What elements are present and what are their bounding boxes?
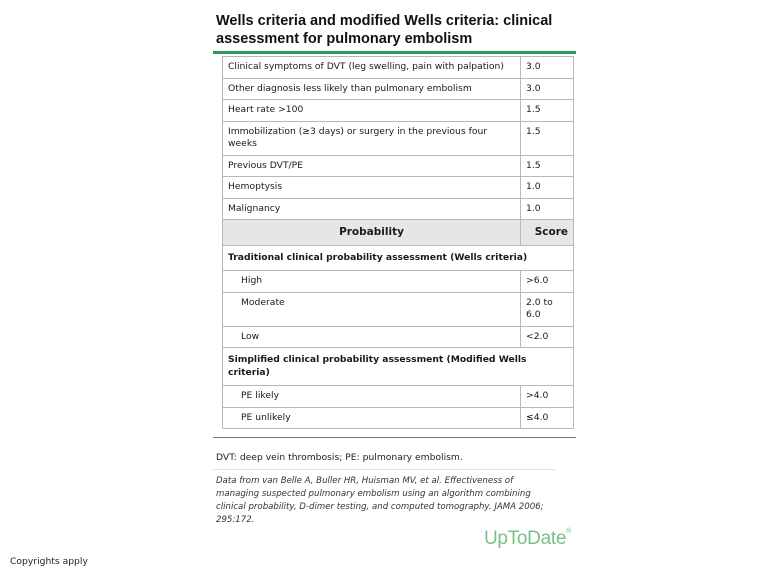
criterion-score: 3.0 — [521, 57, 574, 79]
simplified-heading: Simplified clinical probability assessment (Modified Wells criteria) — [223, 348, 574, 386]
uptodate-logo — [484, 528, 571, 550]
criterion-score: 1.5 — [521, 100, 574, 122]
criterion-label: Other diagnosis less likely than pulmonary embolism — [223, 78, 521, 100]
table-header-row — [223, 220, 574, 246]
table-row — [223, 292, 574, 326]
criterion-score: 1.5 — [521, 121, 574, 155]
probability-score: ≤4.0 — [521, 407, 574, 429]
table-row — [223, 177, 574, 199]
source-citation: Data from van Belle A, Buller HR, Huisman MV, et al. Effectiveness of managing suspected pulmonary embolism using an algorithm combining clinical probability, D-dimer testing, and computed tomography. JAMA 2006; 295:172. — [216, 476, 544, 525]
section-heading-row — [223, 245, 574, 271]
probability-label: PE unlikely — [223, 407, 521, 429]
criterion-label: Heart rate >100 — [223, 100, 521, 122]
criterion-label: Clinical symptoms of DVT (leg swelling, pain with palpation) — [223, 57, 521, 79]
probability-score: 2.0 to 6.0 — [521, 292, 574, 326]
probability-header: Probability — [223, 220, 521, 246]
probability-score: >6.0 — [521, 271, 574, 293]
page-title: Wells criteria and modified Wells criteria: clinical assessment for pulmonary embolism — [216, 13, 553, 47]
registered-mark: ® — [566, 528, 571, 535]
table-row — [223, 407, 574, 429]
table-row — [223, 57, 574, 79]
probability-label: High — [223, 271, 521, 293]
abbreviations-footnote: DVT: deep vein thrombosis; PE: pulmonary embolism. — [216, 452, 463, 463]
table-row — [223, 78, 574, 100]
section-heading-row — [223, 348, 574, 386]
table-bottom-divider — [213, 437, 576, 438]
table-row — [223, 271, 574, 293]
table-row — [223, 386, 574, 408]
table-row — [223, 155, 574, 177]
footnote-divider — [213, 469, 556, 470]
table-row — [223, 198, 574, 220]
criterion-score: 1.5 — [521, 155, 574, 177]
probability-label: PE likely — [223, 386, 521, 408]
probability-score: >4.0 — [521, 386, 574, 408]
table-row — [223, 121, 574, 155]
criterion-score: 1.0 — [521, 198, 574, 220]
probability-label: Moderate — [223, 292, 521, 326]
criterion-label: Hemoptysis — [223, 177, 521, 199]
criterion-label: Previous DVT/PE — [223, 155, 521, 177]
traditional-heading: Traditional clinical probability assessment (Wells criteria) — [223, 245, 574, 271]
criterion-label: Malignancy — [223, 198, 521, 220]
criterion-score: 3.0 — [521, 78, 574, 100]
wells-table — [222, 56, 574, 429]
score-header: Score — [521, 220, 574, 246]
brand-name: UpToDate — [484, 528, 567, 549]
probability-label: Low — [223, 326, 521, 348]
probability-score: <2.0 — [521, 326, 574, 348]
table-row — [223, 100, 574, 122]
copyright-notice: Copyrights apply — [10, 556, 88, 567]
criterion-score: 1.0 — [521, 177, 574, 199]
criterion-label: Immobilization (≥3 days) or surgery in the previous four weeks — [223, 121, 521, 155]
table-row — [223, 326, 574, 348]
title-divider — [213, 51, 576, 54]
